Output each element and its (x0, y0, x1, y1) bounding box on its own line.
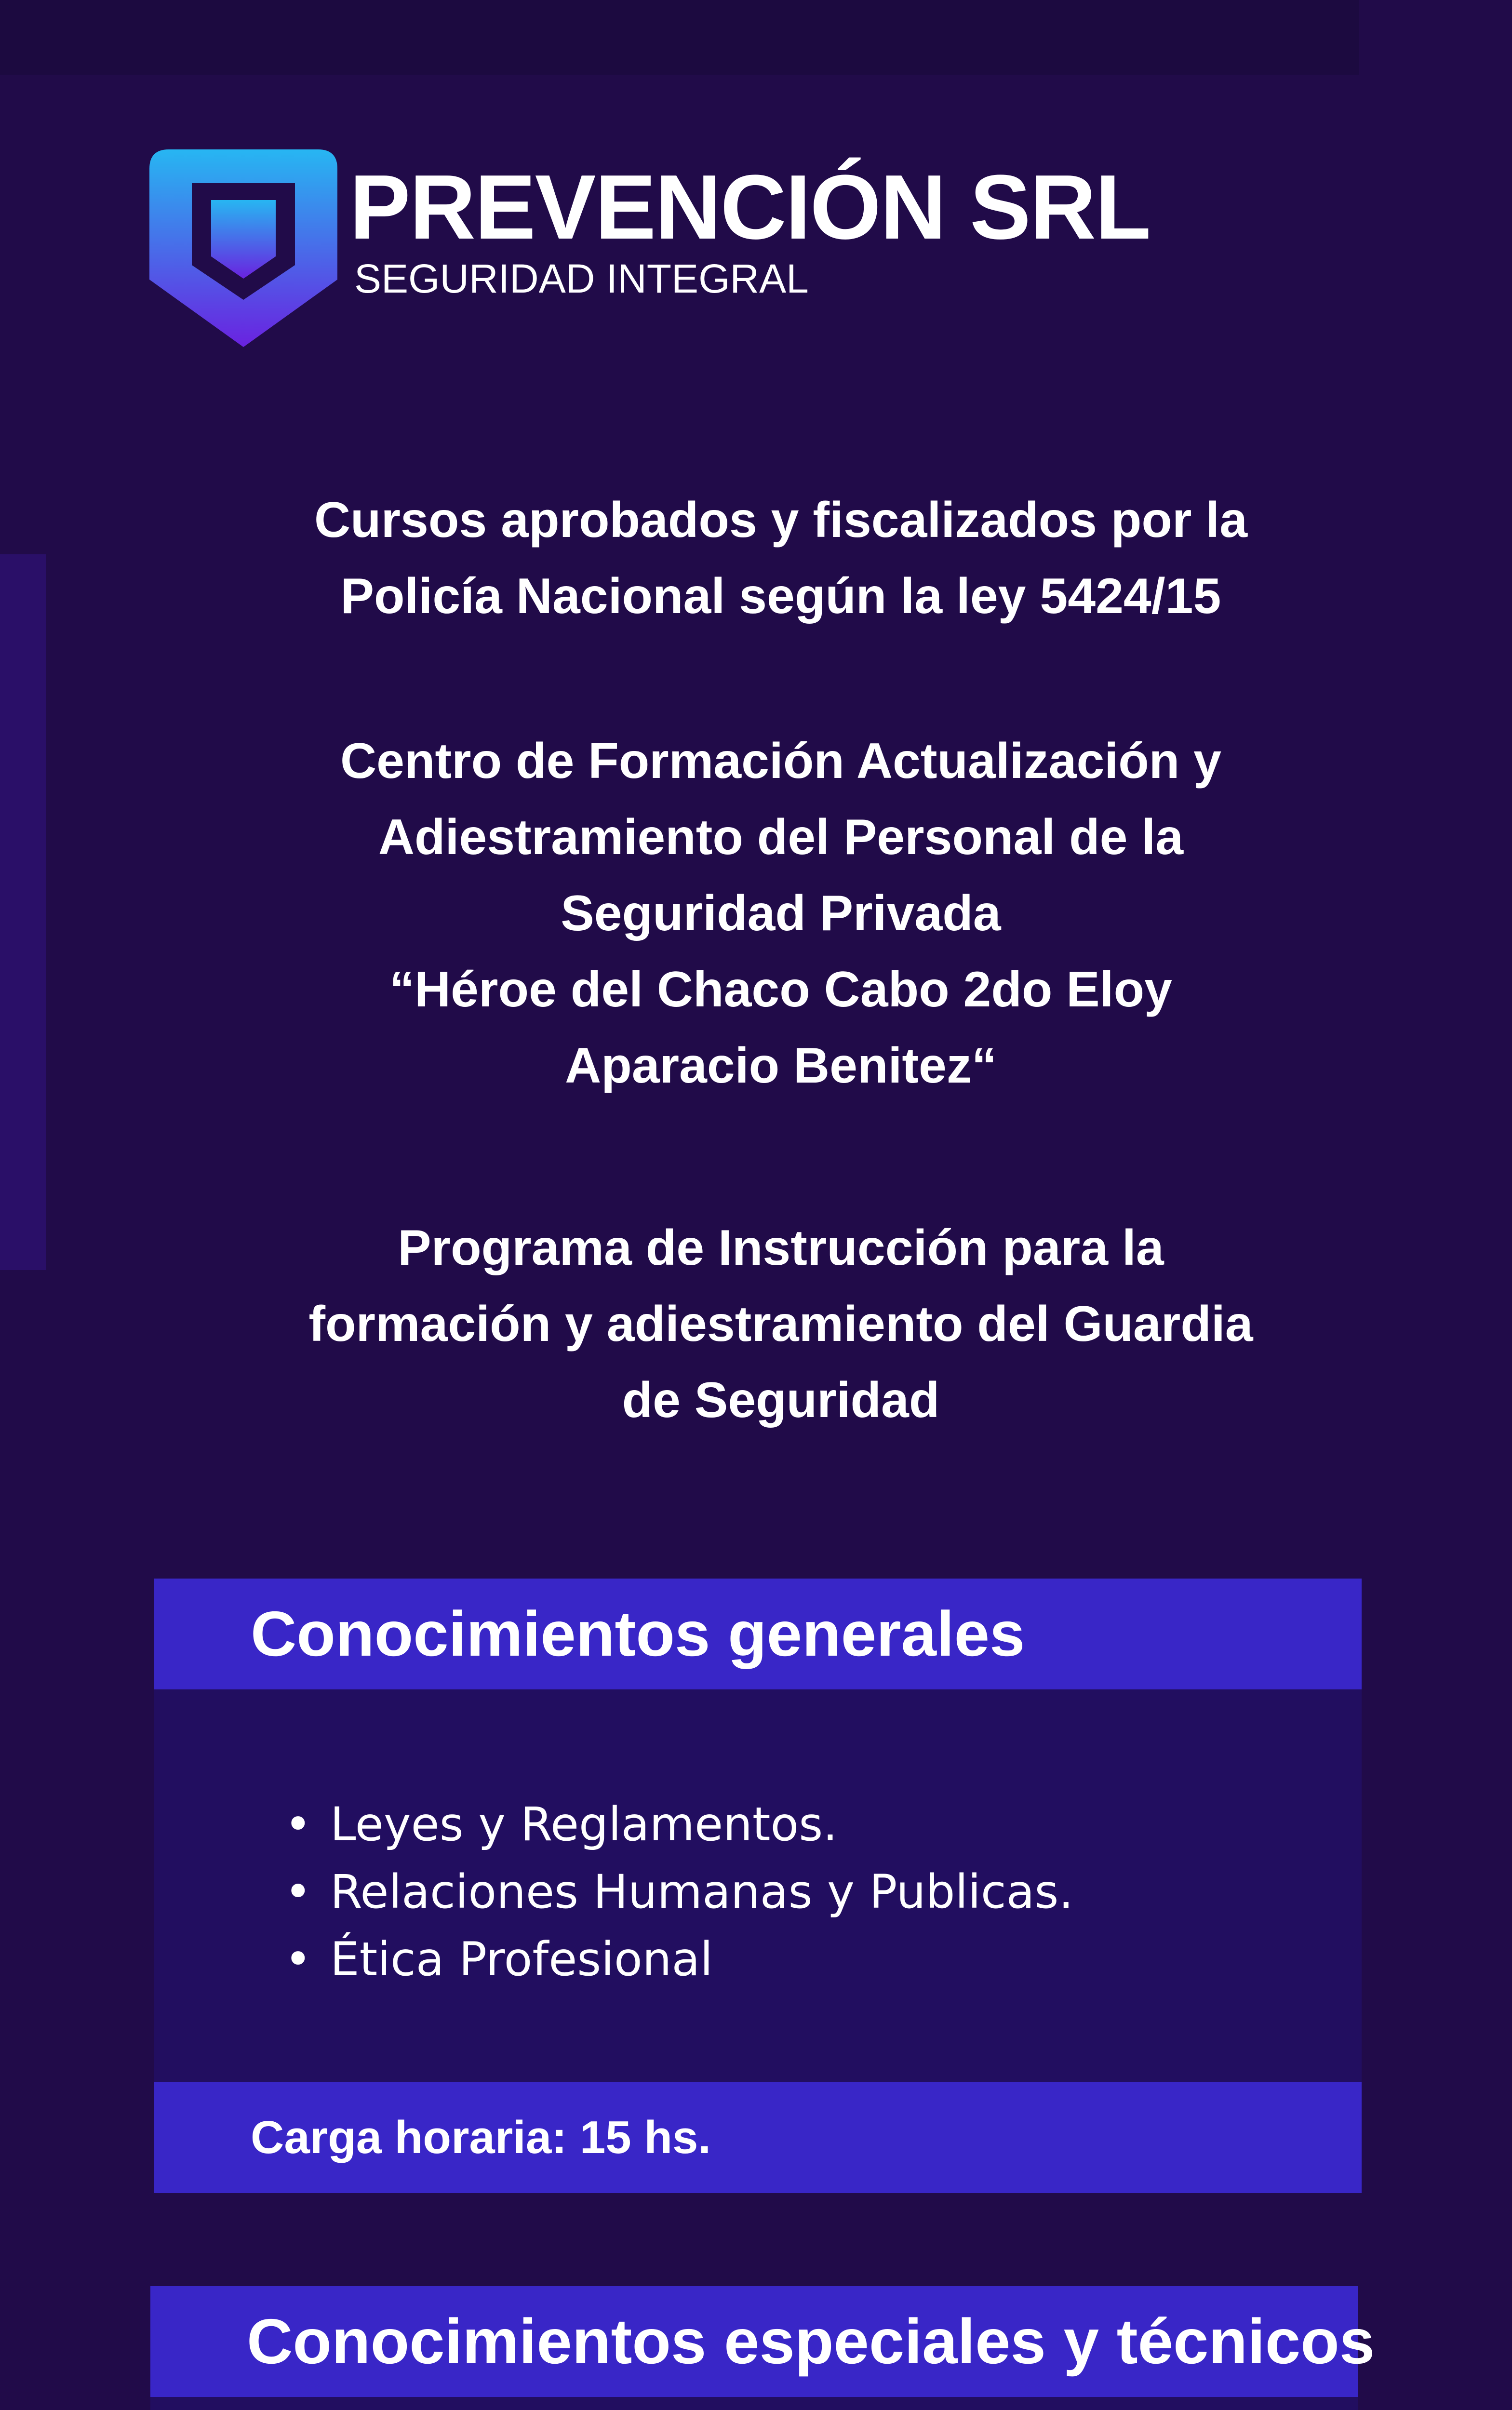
center-line: Seguridad Privada (561, 885, 1001, 941)
list-item (284, 1791, 1073, 1858)
center-line: Adiestramiento del Personal de la (378, 809, 1184, 865)
course-card-general (154, 1579, 1362, 2193)
course-title: Conocimientos generales (251, 1598, 1025, 1669)
approval-line: Cursos aprobados y fiscalizados por la (314, 492, 1248, 548)
training-center-text (145, 723, 1417, 1104)
center-line: Centro de Formación Actualización y (340, 733, 1222, 789)
center-line: “Héroe del Chaco Cabo 2do Eloy (389, 962, 1172, 1018)
bullet-icon: • (284, 1865, 312, 1919)
list-item (284, 1858, 1073, 1926)
brand-tagline: SEGURIDAD INTEGRAL (354, 256, 809, 301)
course-header (154, 1579, 1362, 1689)
center-line: Aparacio Benitez“ (565, 1038, 997, 1094)
course-header (150, 2286, 1375, 2397)
left-decorative-strip (0, 554, 46, 1270)
topic-label: Ética Profesional (330, 1932, 713, 1986)
course-title: Conocimientos especiales y técnicos (247, 2306, 1375, 2377)
bullet-icon: • (284, 1797, 312, 1851)
list-item (284, 1926, 1073, 1993)
bullet-icon: • (284, 1932, 312, 1986)
course-hours: Carga horaria: 15 hs. (251, 2112, 711, 2163)
topic-label: Leyes y Reglamentos. (330, 1797, 838, 1851)
topic-label: Relaciones Humanas y Publicas. (330, 1865, 1073, 1919)
approval-text (145, 482, 1417, 634)
approval-line: Policía Nacional según la ley 5424/15 (340, 568, 1221, 624)
course-topics-list (284, 1791, 1073, 1993)
program-line: de Seguridad (622, 1372, 940, 1428)
program-text (145, 1210, 1417, 1438)
shield-icon (149, 149, 337, 347)
brand-name: PREVENCIÓN SRL (349, 156, 1151, 258)
course-card-technical (150, 2286, 1375, 2410)
top-band (0, 0, 1359, 75)
program-line: formación y adiestramiento del Guardia (308, 1296, 1253, 1352)
program-line: Programa de Instrucción para la (398, 1220, 1164, 1276)
brand-logo (149, 149, 1151, 352)
course-footer (154, 2082, 1362, 2193)
